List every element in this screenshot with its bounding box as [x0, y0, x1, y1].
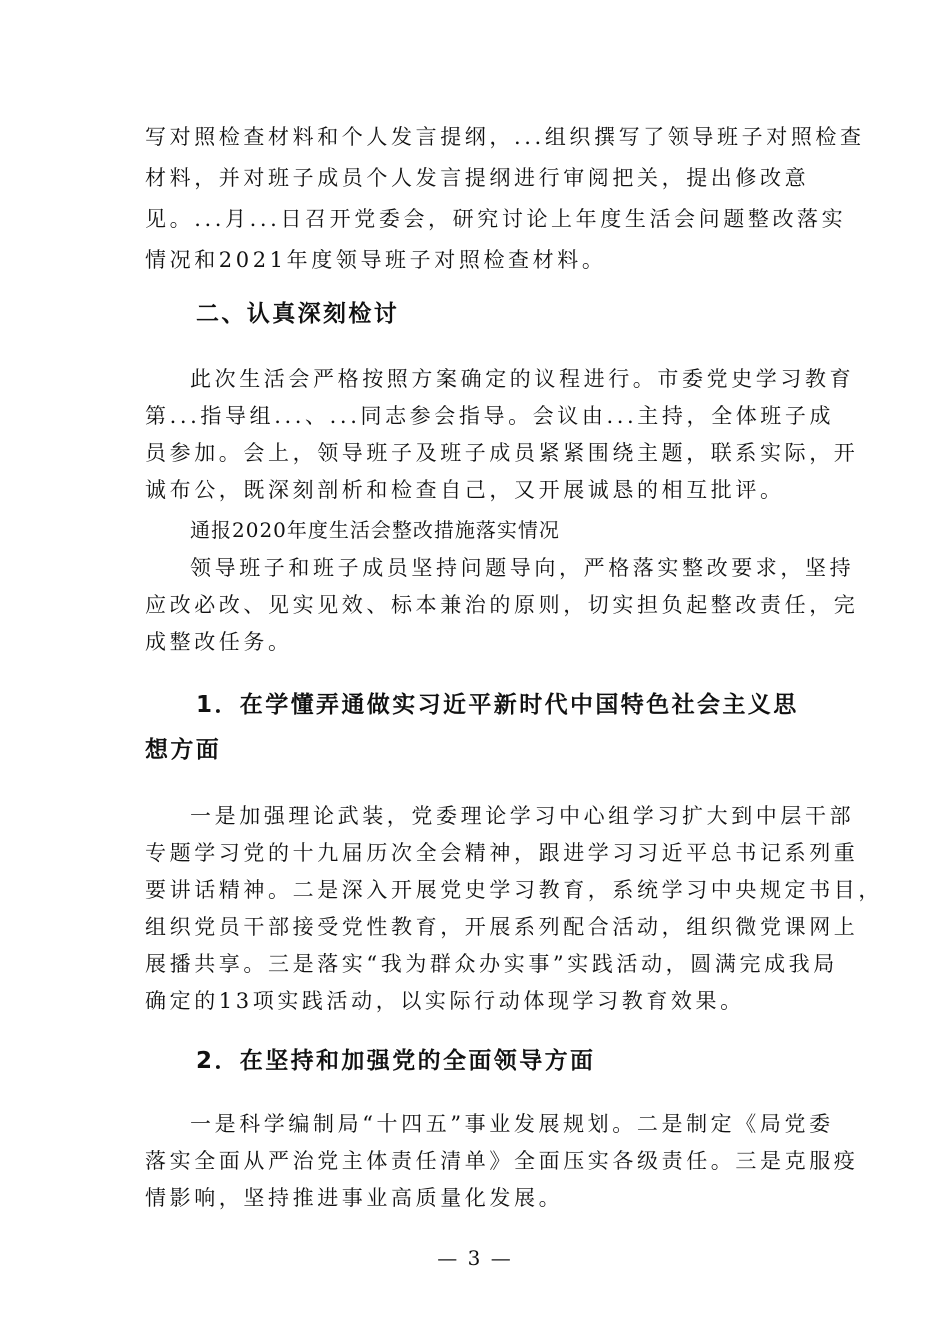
item-heading-cont: 想方面 [145, 737, 222, 763]
item-heading: 1．在学懂弄通做实习近平新时代中国特色社会主义思 [196, 692, 799, 718]
paragraph-line: 展播共享。三是落实“我为群众办实事”实践活动，圆满完成我局 [145, 952, 838, 976]
paragraph-line: 一是加强理论武装，党委理论学习中心组学习扩大到中层干部 [190, 804, 855, 828]
paragraph-line: 见。...月...日召开党委会，研究讨论上年度生活会问题整改落实 [145, 207, 847, 231]
paragraph-line: 成整改任务。 [145, 630, 293, 654]
paragraph-line: 应改必改、见实见效、标本兼治的原则，切实担负起整改责任，完 [145, 593, 859, 617]
paragraph-line: 此次生活会严格按照方案确定的议程进行。市委党史学习教育 [190, 367, 855, 391]
paragraph-line: 员参加。会上，领导班子及班子成员紧紧围绕主题，联系实际，开 [145, 441, 859, 465]
paragraph-line: 情况和2021年度领导班子对照检查材料。 [145, 248, 607, 272]
paragraph-line: 要讲话精神。二是深入开展党史学习教育，系统学习中央规定书目， [145, 878, 883, 902]
paragraph-line: 组织党员干部接受党性教育，开展系列配合活动，组织微党课网上 [145, 915, 859, 939]
paragraph-line: 专题学习党的十九届历次全会精神，跟进学习习近平总书记系列重 [145, 841, 859, 865]
paragraph-line: 诚布公，既深刻剖析和检查自己，又开展诚恳的相互批评。 [145, 478, 785, 502]
page-number: — 3 — [437, 1246, 513, 1270]
paragraph-line: 情影响，坚持推进事业高质量化发展。 [145, 1186, 564, 1210]
paragraph-line: 材料，并对班子成员个人发言提纲进行审阅把关，提出修改意 [145, 166, 810, 190]
paragraph-line: 写对照检查材料和个人发言提纲，...组织撰写了领导班子对照检查 [145, 125, 865, 149]
paragraph-line: 第...指导组...、...同志参会指导。会议由...主持，全体班子成 [145, 404, 835, 428]
item-heading: 2．在坚持和加强党的全面领导方面 [196, 1048, 596, 1074]
paragraph-line: 领导班子和班子成员坚持问题导向，严格落实整改要求，坚持 [190, 556, 855, 580]
paragraph-line: 落实全面从严治党主体责任清单》全面压实各级责任。三是克服疫 [145, 1149, 859, 1173]
paragraph-line: 一是科学编制局“十四五”事业发展规划。二是制定《局党委 [190, 1112, 834, 1136]
section-heading: 二、认真深刻检讨 [196, 301, 400, 327]
paragraph-line: 确定的13项实践活动，以实际行动体现学习教育效果。 [145, 989, 745, 1013]
report-subtitle: 通报2020年度生活会整改措施落实情况 [190, 518, 560, 542]
